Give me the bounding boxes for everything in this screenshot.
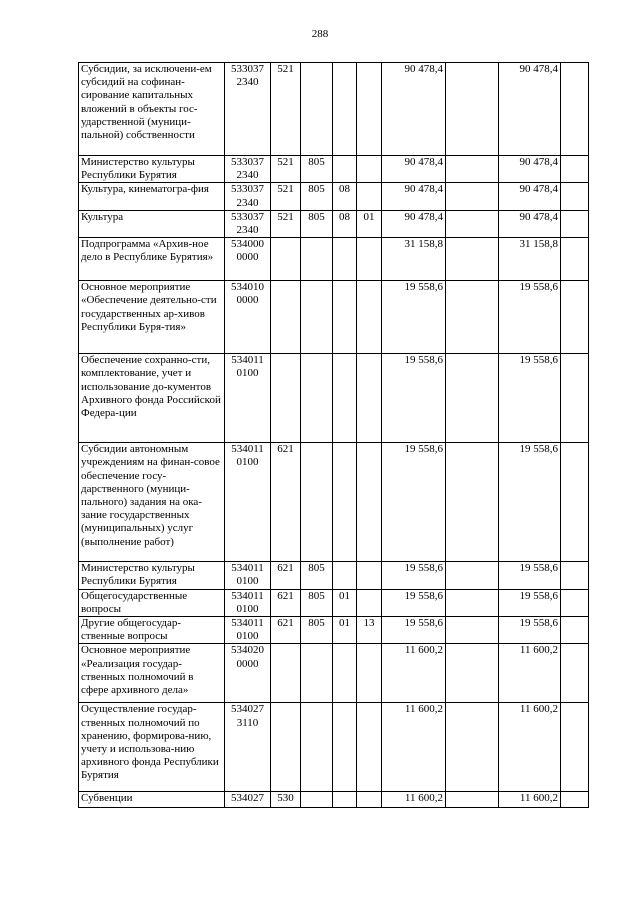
table-row (79, 443, 589, 562)
cell-amount-4 (561, 589, 589, 616)
cell-amount-2 (446, 562, 499, 589)
cell-target-code: 533037 2340 (225, 156, 271, 183)
cell-amount-3: 90 478,4 (499, 183, 561, 210)
cell-name: Министерство культуры Республики Бурятия (79, 562, 225, 589)
cell-subsection (357, 792, 382, 808)
cell-amount-1: 11 600,2 (382, 792, 446, 808)
cell-subsection (357, 354, 382, 443)
cell-ministry-code (301, 354, 333, 443)
cell-amount-2 (446, 354, 499, 443)
cell-name: Культура, кинематогра-фия (79, 183, 225, 210)
cell-name: Культура (79, 210, 225, 237)
cell-ministry-code (301, 281, 333, 354)
cell-ministry-code: 805 (301, 183, 333, 210)
cell-target-code: 534011 0100 (225, 354, 271, 443)
cell-amount-4 (561, 281, 589, 354)
cell-amount-4 (561, 156, 589, 183)
cell-expense-type (271, 238, 301, 281)
cell-target-code: 534027 (225, 792, 271, 808)
cell-amount-1: 19 558,6 (382, 589, 446, 616)
cell-amount-1: 90 478,4 (382, 210, 446, 237)
cell-amount-4 (561, 703, 589, 792)
cell-amount-3: 90 478,4 (499, 63, 561, 156)
cell-amount-4 (561, 183, 589, 210)
cell-target-code: 533037 2340 (225, 63, 271, 156)
cell-amount-1: 19 558,6 (382, 443, 446, 562)
cell-name: Основное мероприятие «Обеспечение деятельно-сти государственных ар-хивов Республики Буря-тия» (79, 281, 225, 354)
cell-amount-1: 31 158,8 (382, 238, 446, 281)
cell-ministry-code: 805 (301, 156, 333, 183)
cell-amount-2 (446, 183, 499, 210)
cell-expense-type: 521 (271, 183, 301, 210)
cell-subsection (357, 589, 382, 616)
table-row (79, 562, 589, 589)
cell-ministry-code (301, 63, 333, 156)
cell-name: Осуществление государ-ственных полномочий по хранению, формирова-нию, учету и использова-нию архивного фонда Республики Бурятия (79, 703, 225, 792)
cell-target-code: 534011 0100 (225, 443, 271, 562)
cell-section (333, 63, 357, 156)
cell-ministry-code: 805 (301, 562, 333, 589)
cell-name: Субвенции (79, 792, 225, 808)
cell-amount-1: 19 558,6 (382, 354, 446, 443)
cell-expense-type: 621 (271, 617, 301, 644)
cell-name: Другие общегосудар-ственные вопросы (79, 617, 225, 644)
cell-subsection: 13 (357, 617, 382, 644)
cell-amount-3: 90 478,4 (499, 156, 561, 183)
table-row (79, 210, 589, 237)
cell-amount-3: 11 600,2 (499, 644, 561, 703)
cell-name: Субсидии, за исключени-ем субсидий на софинан-сирование капитальных вложений в объекты гос-ударственной (муници-пальной) собственности (79, 63, 225, 156)
cell-amount-4 (561, 238, 589, 281)
cell-ministry-code (301, 443, 333, 562)
cell-amount-4 (561, 443, 589, 562)
table-row (79, 589, 589, 616)
cell-section: 08 (333, 210, 357, 237)
cell-section (333, 562, 357, 589)
table-row (79, 238, 589, 281)
cell-ministry-code (301, 644, 333, 703)
cell-ministry-code (301, 792, 333, 808)
cell-amount-3: 90 478,4 (499, 210, 561, 237)
cell-amount-1: 90 478,4 (382, 63, 446, 156)
cell-name: Обеспечение сохранно-сти, комплектование, учет и использование до-кументов Архивного фонда Российской Федера-ции (79, 354, 225, 443)
cell-section: 01 (333, 617, 357, 644)
cell-amount-2 (446, 589, 499, 616)
cell-amount-3: 19 558,6 (499, 589, 561, 616)
cell-ministry-code (301, 703, 333, 792)
cell-amount-3: 11 600,2 (499, 703, 561, 792)
budget-table (78, 62, 589, 808)
cell-amount-3: 19 558,6 (499, 443, 561, 562)
cell-amount-2 (446, 238, 499, 281)
cell-subsection: 01 (357, 210, 382, 237)
cell-expense-type: 621 (271, 443, 301, 562)
cell-section (333, 644, 357, 703)
table-row (79, 792, 589, 808)
cell-expense-type: 521 (271, 156, 301, 183)
cell-name: Общегосударственные вопросы (79, 589, 225, 616)
cell-expense-type: 521 (271, 210, 301, 237)
cell-expense-type: 621 (271, 589, 301, 616)
cell-section (333, 703, 357, 792)
cell-ministry-code: 805 (301, 617, 333, 644)
cell-amount-1: 19 558,6 (382, 562, 446, 589)
cell-amount-4 (561, 644, 589, 703)
cell-target-code: 534027 3110 (225, 703, 271, 792)
cell-name: Основное мероприятие «Реализация государ-ственных полномочий в сфере архивного дела» (79, 644, 225, 703)
cell-subsection (357, 644, 382, 703)
cell-subsection (357, 156, 382, 183)
cell-section: 01 (333, 589, 357, 616)
cell-amount-2 (446, 210, 499, 237)
cell-name: Министерство культуры Республики Бурятия (79, 156, 225, 183)
cell-amount-2 (446, 703, 499, 792)
cell-section (333, 281, 357, 354)
cell-expense-type: 521 (271, 63, 301, 156)
cell-amount-4 (561, 792, 589, 808)
cell-amount-4 (561, 562, 589, 589)
table-row (79, 703, 589, 792)
table-row (79, 354, 589, 443)
cell-expense-type (271, 703, 301, 792)
table-row (79, 183, 589, 210)
cell-section (333, 156, 357, 183)
cell-amount-3: 19 558,6 (499, 354, 561, 443)
cell-amount-2 (446, 281, 499, 354)
cell-amount-1: 11 600,2 (382, 644, 446, 703)
cell-amount-2 (446, 617, 499, 644)
cell-ministry-code: 805 (301, 210, 333, 237)
cell-amount-2 (446, 644, 499, 703)
table-row (79, 63, 589, 156)
cell-amount-3: 19 558,6 (499, 617, 561, 644)
cell-amount-2 (446, 156, 499, 183)
cell-target-code: 534011 0100 (225, 562, 271, 589)
cell-subsection (357, 238, 382, 281)
cell-amount-1: 11 600,2 (382, 703, 446, 792)
cell-amount-3: 19 558,6 (499, 281, 561, 354)
cell-target-code: 534000 0000 (225, 238, 271, 281)
cell-subsection (357, 443, 382, 562)
cell-expense-type (271, 354, 301, 443)
cell-amount-1: 90 478,4 (382, 156, 446, 183)
cell-amount-2 (446, 443, 499, 562)
cell-name: Субсидии автономным учреждениям на финан-совое обеспечение госу-дарственного (муници-пального) задания на ока-зание государственных (муниципальных) услуг (выполнение работ) (79, 443, 225, 562)
cell-expense-type: 530 (271, 792, 301, 808)
cell-amount-4 (561, 63, 589, 156)
cell-target-code: 534011 0100 (225, 617, 271, 644)
cell-expense-type (271, 644, 301, 703)
cell-subsection (357, 183, 382, 210)
cell-amount-1: 19 558,6 (382, 281, 446, 354)
cell-amount-4 (561, 354, 589, 443)
cell-target-code: 533037 2340 (225, 210, 271, 237)
cell-name: Подпрограмма «Архив-ное дело в Республике Бурятия» (79, 238, 225, 281)
cell-amount-4 (561, 617, 589, 644)
cell-subsection (357, 562, 382, 589)
cell-amount-2 (446, 792, 499, 808)
cell-target-code: 533037 2340 (225, 183, 271, 210)
cell-section (333, 792, 357, 808)
cell-expense-type: 621 (271, 562, 301, 589)
cell-amount-3: 11 600,2 (499, 792, 561, 808)
table-row (79, 156, 589, 183)
cell-subsection (357, 63, 382, 156)
cell-target-code: 534011 0100 (225, 589, 271, 616)
cell-amount-3: 31 158,8 (499, 238, 561, 281)
cell-amount-1: 19 558,6 (382, 617, 446, 644)
cell-section (333, 443, 357, 562)
cell-amount-4 (561, 210, 589, 237)
cell-section: 08 (333, 183, 357, 210)
table-row (79, 644, 589, 703)
page-number: 288 (311, 28, 329, 40)
cell-target-code: 534020 0000 (225, 644, 271, 703)
table-row (79, 617, 589, 644)
cell-amount-2 (446, 63, 499, 156)
cell-subsection (357, 703, 382, 792)
cell-subsection (357, 281, 382, 354)
cell-section (333, 238, 357, 281)
cell-expense-type (271, 281, 301, 354)
cell-ministry-code: 805 (301, 589, 333, 616)
cell-ministry-code (301, 238, 333, 281)
table-row (79, 281, 589, 354)
cell-amount-1: 90 478,4 (382, 183, 446, 210)
cell-amount-3: 19 558,6 (499, 562, 561, 589)
cell-section (333, 354, 357, 443)
cell-target-code: 534010 0000 (225, 281, 271, 354)
